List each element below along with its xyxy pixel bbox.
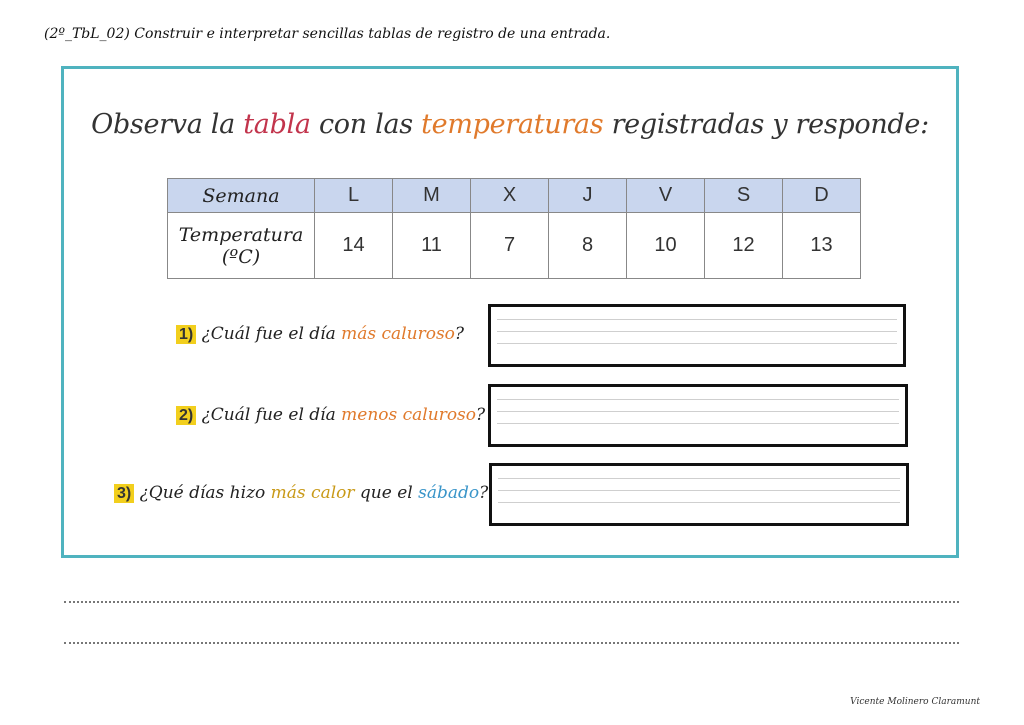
table-row-days <box>168 179 861 213</box>
writing-guide-line <box>497 411 899 412</box>
day-cell: S <box>705 179 783 213</box>
question-highlight: más calor <box>270 483 355 503</box>
author-credit: Vicente Molinero Claramunt <box>850 697 980 707</box>
temperature-cell: 7 <box>471 213 549 279</box>
writing-guide-line <box>497 423 899 424</box>
answer-box-2[interactable] <box>488 384 908 447</box>
answer-box-1[interactable] <box>488 304 906 367</box>
row-label-temp-line2: (ºC) <box>221 245 261 268</box>
day-cell: X <box>471 179 549 213</box>
dotted-writing-line[interactable] <box>64 642 959 644</box>
question-2 <box>176 405 485 425</box>
title-part-2: con las <box>310 109 422 140</box>
day-cell: L <box>315 179 393 213</box>
question-1 <box>176 324 464 344</box>
exercise-card <box>61 66 959 558</box>
day-cell: V <box>627 179 705 213</box>
writing-guide-line <box>497 343 897 344</box>
temperature-cell: 14 <box>315 213 393 279</box>
row-label-temp-line1: Temperatura <box>178 223 304 246</box>
temperature-cell: 10 <box>627 213 705 279</box>
title-part-1: Observa la <box>91 109 244 140</box>
dotted-writing-line[interactable] <box>64 601 959 603</box>
row-label-temperature <box>168 213 315 279</box>
question-highlight: más caluroso <box>341 324 455 344</box>
temperature-table <box>167 178 861 279</box>
question-highlight: menos caluroso <box>341 405 477 425</box>
question-highlight-2: sábado <box>418 483 480 503</box>
writing-guide-line <box>497 331 897 332</box>
writing-guide-line <box>498 502 900 503</box>
worksheet-header: (2º_TbL_02) Construir e interpretar sencillas tablas de registro de una entrada. <box>44 26 611 42</box>
row-label-week: Semana <box>168 179 315 213</box>
question-number: 3) <box>114 484 134 503</box>
question-text-middle: que el <box>354 483 419 503</box>
day-cell: J <box>549 179 627 213</box>
question-end: ? <box>479 483 489 503</box>
question-number: 1) <box>176 325 196 344</box>
question-text: ¿Qué días hizo <box>134 483 271 503</box>
table-row-temperatures <box>168 213 861 279</box>
temperature-cell: 11 <box>393 213 471 279</box>
question-end: ? <box>454 324 465 344</box>
writing-guide-line <box>497 399 899 400</box>
writing-guide-line <box>498 490 900 491</box>
answer-box-3[interactable] <box>489 463 909 526</box>
writing-guide-line <box>498 478 900 479</box>
question-text: ¿Cuál fue el día <box>196 405 342 425</box>
temperature-cell: 12 <box>705 213 783 279</box>
temperature-cell: 8 <box>549 213 627 279</box>
question-end: ? <box>476 405 486 425</box>
exercise-title <box>64 109 956 140</box>
day-cell: D <box>783 179 861 213</box>
question-number: 2) <box>176 406 196 425</box>
title-part-3: registradas y responde: <box>603 109 929 140</box>
question-text: ¿Cuál fue el día <box>196 324 342 344</box>
temperature-cell: 13 <box>783 213 861 279</box>
day-cell: M <box>393 179 471 213</box>
title-word-temperaturas: temperaturas <box>421 109 604 140</box>
title-word-tabla: tabla <box>243 109 311 140</box>
question-3 <box>114 483 488 503</box>
writing-guide-line <box>497 319 897 320</box>
